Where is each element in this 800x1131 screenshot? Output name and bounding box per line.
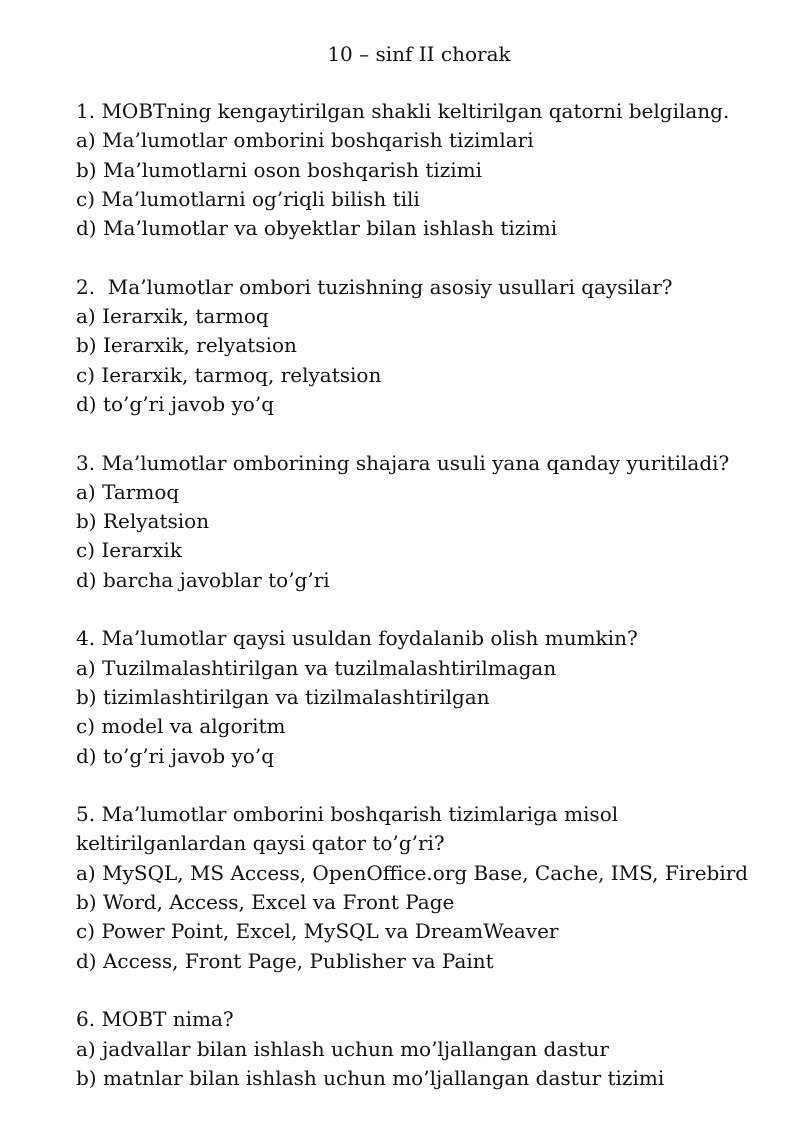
answer-option-b: b) Ma’lumotlarni oson boshqarish tizimi	[76, 157, 483, 182]
question-text: 1. MOBTning kengaytirilgan shakli keltirilgan qatorni belgilang.	[76, 99, 730, 123]
answer-option-a: a) MySQL, MS Access, OpenOffice.org Base, Cache, IMS, Firebird	[76, 860, 749, 885]
answer-option-c: c) Ma’lumotlarni og’riqli bilish tili	[76, 186, 420, 211]
answer-option-b: b) tizimlashtirilgan va tizilmalashtirilgan	[76, 684, 490, 709]
answer-option-c: c) model va algoritm	[76, 714, 286, 739]
answer-option-c: c) Ierarxik, tarmoq, relyatsion	[76, 362, 382, 387]
question-5	[76, 800, 776, 976]
answer-option-b: b) Relyatsion	[76, 509, 210, 534]
answer-option-a: a) jadvallar bilan ishlash uchun mo’ljallangan dastur	[76, 1036, 609, 1061]
page-title: 10 – sinf II chorak	[327, 42, 511, 66]
question-text: 4. Ma’lumotlar qaysi usuldan foydalanib olish mumkin?	[76, 626, 638, 651]
question-text: 3. Ma’lumotlar omborining shajara usuli yana qanday yuritiladi?	[76, 450, 730, 475]
answer-option-d: d) Ma’lumotlar va obyektlar bilan ishlash tizimi	[76, 216, 558, 241]
question-text: 6. MOBT nima?	[76, 1007, 234, 1032]
question-text: 2. Ma’lumotlar ombori tuzishning asosiy usullari qaysilar?	[76, 274, 673, 299]
answer-option-a: a) Tuzilmalashtirilgan va tuzilmalashtirilmagan	[76, 655, 557, 680]
question-text: 5. Ma’lumotlar omborini boshqarish tizimlariga misol keltirilganlardan qaysi qator to’g’ri?	[76, 802, 619, 856]
answer-option-d: d) barcha javoblar to’g’ri	[76, 567, 330, 592]
answer-option-a: a) Ierarxik, tarmoq	[76, 304, 269, 329]
question-6	[76, 1005, 776, 1093]
question-list	[76, 97, 776, 1093]
answer-option-b: b) Ierarxik, relyatsion	[76, 333, 297, 358]
question-2	[76, 273, 776, 419]
answer-option-d: d) to’g’ri javob yo’q	[76, 391, 274, 416]
answer-option-b: b) matnlar bilan ishlash uchun mo’ljallangan dastur tizimi	[76, 1065, 665, 1090]
answer-option-c: c) Power Point, Excel, MySQL va DreamWeaver	[76, 919, 559, 944]
answer-option-c: c) Ierarxik	[76, 538, 182, 563]
question-4	[76, 624, 776, 770]
answer-option-b: b) Word, Access, Excel va Front Page	[76, 890, 455, 915]
answer-option-d: d) Access, Front Page, Publisher va Paint	[76, 948, 494, 973]
answer-option-a: a) Tarmoq	[76, 479, 180, 504]
question-1	[76, 97, 776, 243]
answer-option-a: a) Ma’lumotlar omborini boshqarish tizimlari	[76, 128, 534, 153]
answer-option-d: d) to’g’ri javob yo’q	[76, 743, 274, 768]
question-3	[76, 449, 776, 595]
